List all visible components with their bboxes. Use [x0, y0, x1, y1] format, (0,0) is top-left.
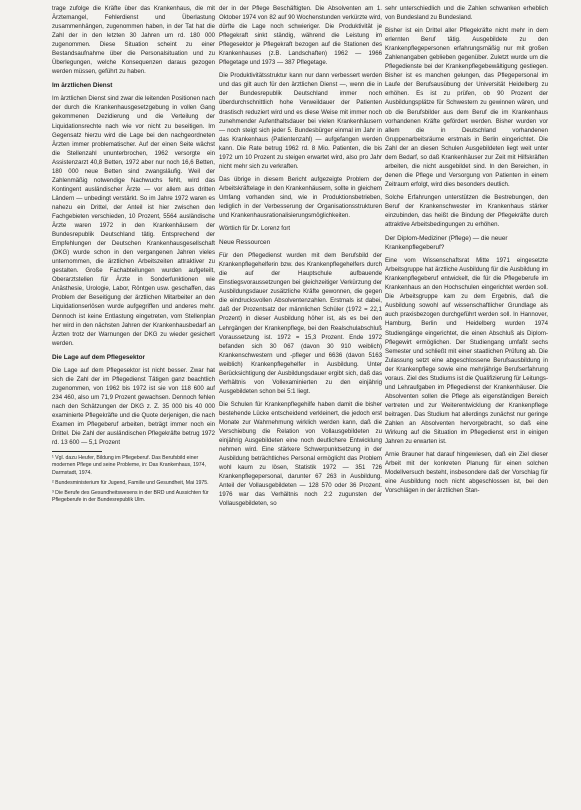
- section-heading: Der Diplom-Mediziner (Pflege) — die neuer Krankenpflegeberuf?: [385, 235, 508, 252]
- text-column-left: [52, 4, 215, 804]
- paragraph: Das übrige in diesem Bericht aufgezeigte Problem der Arbeitskräftelage in den Krankenhäusern, sollte in gleichem Umfang vorhanden sind, wie in Produktionsbetrieben, lediglich in der Verbesserung der Organisationsstrukturen und Krankenhausrationalisierungsmöglichkeiten.: [219, 175, 382, 220]
- paragraph: Für den Pflegedienst wurden mit dem Berufsbild der Krankenpflegehelferin bzw. des Krankenpflegehelfers durch die auf der Hauptschule aufbauende Einstiegsvoraussetzungen bei gleichzeitiger Verkürzung der Ausbildungsdauer zusätzliche Kräfte gewonnen, die gegen die eindrucksvollen Absolventenzahlen. Erstmals ist dabei, daß der Prozentsatz der männlichen Schüler (1972 = 22,1 Prozent) in dieser Ausbildung höher ist, als es bei den Lehrgängen der Krankenpflege, bei den Realschulabschluß Voraussetzung ist. 1972 = 15,3 Prozent. Ende 1972 befanden sich 30 067 (davon 30 910 weiblich) Krankenschwestern und -pfleger und 6636 (davon 5163 weiblich) Krankenpflegehelfer in Ausbildung. Unter Berücksichtigung der Ausbildungsdauer ergibt sich, daß das Verhältnis von Vollexaminierten zu den einjährig Ausgebildeten schon bei 5:1 liegt.: [219, 252, 382, 395]
- paragraph: Die Lage auf dem Pflegesektor ist nicht besser. Zwar hat sich die Zahl der im Pflegedienst Tätigen ganz beachtlich zugenommen, von 1962 bis 1972 ist sie von 118 600 auf 234 460, also um 71,9 Prozent gewachsen. Dennoch fehlen nach den Schätzungen der DKG z. Z. 35 000 bis 40 000 examinierte Pflegekräfte und die Quote derjenigen, die nach Examen im Pflegeberuf arbeiten, beträgt immer noch ein Drittel. Die Zahl der ausländischen Pflegekräfte betrug 1972 rd. 13 600 — 5,1 Prozent: [52, 366, 215, 447]
- paragraph: Die Schulen für Krankenpflegehilfe haben damit die bisher bestehende Lücke entscheidend verkleinert, die jedoch erst Monate zur Wahrnehmung wirklich werden kann, daß die Verschiebung die Relation von Vollausgebildeten zu einjährig Ausgebildeten eine noch deutlichere Entwicklung nehmen wird. Eine stärkere Schwerpunktsetzung in der Ausbildung beträchtliches Personal ermöglicht das Problem wohl kaum zu lösen, Statistik 1972 — 351 726 Krankenpflegepersonal, darunter 67 263 in Ausbildung. Anteil der Vollausgebildeten — 128 570 oder 36 Prozent. 1976 war das Verhältnis noch 2:2 zugunsten der Vollausgebildeten, so: [219, 400, 382, 508]
- text-column-right: [385, 4, 548, 804]
- paragraph: Solche Erfahrungen unterstützen die Bestrebungen, den Beruf der Krankenschwester im Krankenhaus stärker einzubinden, das heißt die Bindung der Pflegekräfte durch attraktive Arbeitsbedingungen zu erhöhen.: [385, 193, 548, 229]
- paragraph: der in der Pflege Beschäftigten. Die Absolventen am 1. Oktober 1974 von 82 auf 90 Wochenstunden verkürzte wird, dürfte die Lage noch schwieriger. Die Produktivität je Pflegekraft sinkt ständig, während die Leistung im Pflegesektor je Pflegekraft bezogen auf die Stationen des Krankenhauses (z.B. Landschaften) 1962 — 1966 Pflegetage und 1973 — 387 Pflegetage.: [219, 5, 382, 67]
- section-heading: Die Lage auf dem Pflegesektor: [52, 353, 146, 361]
- section-heading: Im ärztlichen Dienst: [52, 82, 113, 90]
- paragraph: sehr unterschiedlich und die Zahlen schwanken erheblich von Bundesland zu Bundesland.: [385, 5, 548, 22]
- footnote: ³ Die Berufe des Gesundheitswesens in der BRD und Aussichten für Pflegeberufe in der Bundesrepublik Ulm.: [52, 489, 209, 504]
- paragraph: Wörtlich für Dr. Lorenz fort: [219, 225, 291, 233]
- paragraph: Bisher ist ein Drittel aller Pflegekräfte nicht mehr in dem erlernten Beruf tätig. Ausgebildete zu den Krankenpflegepersonen erfahrungsmäßig nur mit großen Zahlenangaben geblieben gegenüber. Zuletzt wurde um die Pflegedienste bei der Krankenpflegebewältigung gestiegen. Bisher ist es manchen gelungen, das Pflegepersonal im Laufe der Berufsausübung der Universität Heidelberg zu erhöhen. Es ist zu prüfen, ob 90 Prozent der Ausbildungsplätze für Schwestern zu gewinnen wären, und ob die Berufsbilder aus dem Beruf die im Krankenhaus vorhandenen Kräfte gefördert werden. Bisher wurden vor allem die in Deutschland vorhandenen Gruppenarbeitsräume erstmals in Berlin eingerichtet. Die Zahl der an diesen Schulen Ausgebildeten liegt weit unter dem Bedarf, so daß Krankenhäuser zur Zeit mit Hilfskräften arbeiten, die nicht ausgebildet sind. In den Bereichen, in denen die Pflege und Versorgung von Patienten in einem Zeitraum erfolgt, wird dies besonders deutlich.: [385, 27, 548, 188]
- paragraph: trage zufolge die Kräfte über das Krankenhaus, die mit Ärztemangel, Fehlerdienst und Überlastung zusammenhängen, zugenommen haben, in der Tat hat die Zahl der in den letzten 30 Jahren um rd. 180 000 zugenommen. Diese Situation scheint zu einer Bestandsaufnahme über die Personalsituation und zu Überlegungen, welche Konsequenzen daraus gezogen werden müssen, geführt zu haben.: [52, 5, 215, 76]
- footnote-divider: [52, 451, 102, 452]
- paragraph: Die Produktivitätsstruktur kann nur dann verbessert werden und das gilt auch für den ärztlichen Dienst —, wenn die in der Bundesrepublik Deutschland immer noch überdurchschnittlich hohe Verweildauer der Patienten drastisch reduziert wird und es diese Weise mit immer noch zunehmender Aufenthaltsdauer bei vielen Krankenhäusern — noch steigt sich jeder 5. Bundesbürger einmal im Jahr in das Krankenhaus (Patientenzahl) — aufgefangen werden kann. Die Rate betrug 1962 rd. 8 Mio. Patienten, die bis 1972 um 10 Prozent zu steigen erwartet wird, also pro Jahr nicht mehr sich zu verkraften.: [219, 72, 382, 170]
- text-column-middle: [219, 4, 382, 804]
- footnote: ² Bundesministerium für Jugend, Familie und Gesundheit, Mai 1975.: [52, 479, 209, 486]
- section-heading: Neue Ressourcen: [219, 239, 271, 247]
- paragraph: Eine vom Wissenschaftsrat Mitte 1971 eingesetzte Arbeitsgruppe hat ärztliche Ausbildung für die Ausbildung im Krankenpflegeberuf entwickelt, die für die Pflegeberufe im Krankenhaus an den Hochschulen eingerichtet werden soll. Die Arbeitsgruppe kam zu dem Ergebnis, daß die Ausbildung sowohl auf wissenschaftlicher Grundlage als auch praxisbezogen durchgeführt werden soll. In Hannover, Hamburg, Berlin und Heidelberg wurden 1974 Studiengänge eingerichtet, die einen Abschluß als Diplom-Pflegewirt ermöglichen. Der Studiengang umfaßt sechs Semester und schließt mit einer staatlichen Prüfung ab. Die Zulassung setzt eine abgeschlossene Berufsausbildung in der Krankenpflege sowie eine mehrjährige Berufserfahrung voraus. Ziel des Studiums ist die Qualifizierung für Leitungs- und Lehraufgaben im Pflegedienst der Krankenhäuser. Die Absolventen sollen die Pflege als eigenständigen Bereich vertreten und zur Weiterentwicklung der Krankenpflege beitragen. Das Studium hat allerdings zunächst nur geringe Zahlen an Absolventen hervorgebracht, so daß eine Wirkung auf die Situation im Pflegedienst erst in einigen Jahren zu erwarten ist.: [385, 257, 548, 446]
- footnote: ¹ Vgl. dazu Heufer, Bildung im Pflegeberuf. Das Berufsbild einer modernen Pflege und seine Probleme, in: Das Krankenhaus, 1974, Darmstadt, 1974.: [52, 455, 206, 476]
- paragraph: Im ärztlichen Dienst sind zwar die leitenden Positionen nach der durch die Krankenhausgesetzgebung in vollen Gang gekommenen Dezidierung und die Verteilung der Liquidationsrechte nach wie vor nicht zu beseitigen. Im Gegensatz hierzu wird die Lage bei den nachgeordneten Ärzten immer problematischer. Auf der einen Seite wächst die Stellenzahl ununterbrochen, 1962 versorgte ein Assistenzarzt 40,8 Betten, 1972 aber nur noch 16,6 Betten, 180 000 neue Betten sind zwangsläufig. Weil der Zahlenmäßig notwendige Nachwuchs fehlt, wird das Kontingent ausländischer Ärzte — vor allem aus dritten Ländern — unbedingt verstärkt. So im Jahre 1972 waren es nahezu ein Drittel, der Anteil ist hier zwischen den Fachgebieten verschieden, 10 Prozent, 5564 ausländische Ärzte waren 1972 in den Krankenhäusern der Bundesrepublik Deutschland tätig. Entsprechend der Empfehlungen der Deutschen Krankenhausgesellschaft (DKG) wurde schon in den vergangenen Jahren vieles unternommen, die ärztlichen Arbeitszeiten attraktiver zu gestalten. Große Fachabteilungen wurden aufgeteilt, Oberarztstellen für Ärzte in Sonderfunktionen wie Anästhesie, Urologie, Labor, Röntgen usw. geschaffen, das Problem der Beseitigung der ärztlichen Mitarbeiter an den Liquidationserlösen wurde aufgegriffen und anderes mehr. Dennoch ist keine Entlastung eingetreten, vom Stellenplan her wird in den nächsten Jahren der Krankenhausbedarf an Ärzten trotz der Warnungen der DKG zu wieder gesichert werden.: [52, 95, 215, 347]
- paragraph: Arnie Brauner hat darauf hingewiesen, daß ein Ziel dieser Arbeit mit der konkreten Planung für einen solchen Modellversuch besteht, insbesondere daß der Vorschlag für eine Ausbildung noch nicht abgeschlossen ist, bei den Vorschlägen in der ärztlichen Stan-: [385, 451, 548, 495]
